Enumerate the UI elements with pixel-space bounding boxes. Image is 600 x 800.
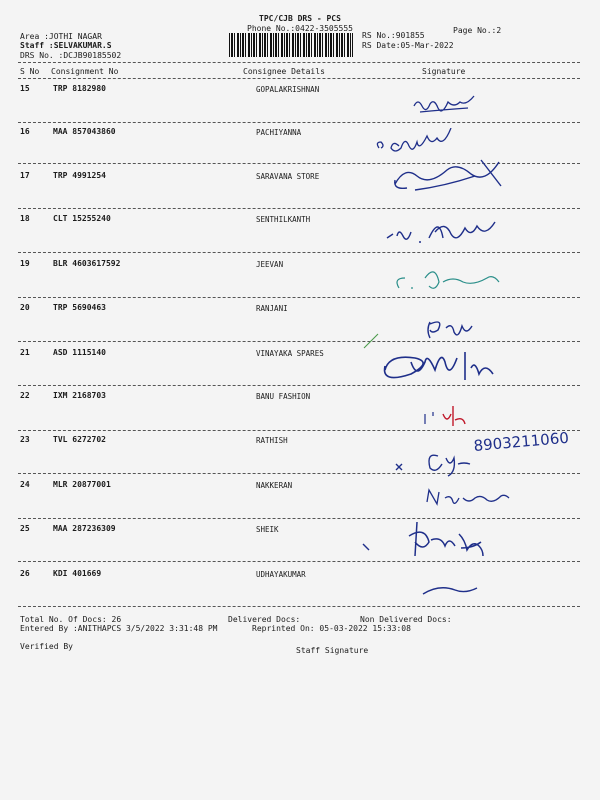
verified-by: Verified By bbox=[20, 642, 73, 651]
row-consignment-number: ASD 1115140 bbox=[53, 348, 106, 357]
row-serial-number: 24 bbox=[20, 480, 30, 489]
entered-by: Entered By :ANITHAPCS 3/5/2022 3:31:48 PM bbox=[20, 624, 218, 633]
row-consignment-number: KDI 401669 bbox=[53, 569, 102, 578]
column-header-consignee: Consignee Details bbox=[243, 67, 325, 76]
row-consignee-name: PACHIYANNA bbox=[256, 128, 302, 137]
row-consignment-number: TRP 5690463 bbox=[53, 303, 106, 312]
rs-date: RS Date:05-Mar-2022 bbox=[362, 41, 454, 50]
row-consignment-number: TRP 8182980 bbox=[53, 84, 106, 93]
area-label: Area :JOTHI NAGAR bbox=[20, 32, 102, 41]
handwritten-phone-number: 8903211060 bbox=[472, 428, 570, 455]
row-consignment-number: BLR 4603617592 bbox=[53, 259, 121, 268]
row-divider bbox=[18, 297, 580, 298]
row-divider bbox=[18, 518, 580, 519]
row-divider bbox=[18, 341, 580, 342]
row-serial-number: 26 bbox=[20, 569, 30, 578]
row-serial-number: 25 bbox=[20, 524, 30, 533]
document-title: TPC/CJB DRS - PCS bbox=[259, 14, 341, 23]
row-divider bbox=[18, 473, 580, 474]
row-consignment-number: TVL 6272702 bbox=[53, 435, 106, 444]
drs-number: DRS No. :DCJB90185502 bbox=[20, 51, 122, 60]
column-header-sno: S No bbox=[20, 67, 40, 76]
row-consignee-name: UDHAYAKUMAR bbox=[256, 570, 306, 579]
row-divider bbox=[18, 561, 580, 562]
row-divider bbox=[18, 163, 580, 164]
row-consignee-name: VINAYAKA SPARES bbox=[256, 349, 324, 358]
row-consignee-name: SARAVANA STORE bbox=[256, 172, 320, 181]
row-consignee-name: BANU FASHION bbox=[256, 392, 311, 401]
table-row bbox=[0, 127, 600, 171]
row-consignment-number: TRP 4991254 bbox=[53, 171, 106, 180]
row-divider bbox=[18, 430, 580, 431]
row-serial-number: 23 bbox=[20, 435, 30, 444]
row-divider bbox=[18, 385, 580, 386]
barcode-image bbox=[229, 33, 353, 57]
rs-number: RS No.:901855 bbox=[362, 31, 425, 40]
header-divider bbox=[18, 62, 580, 63]
row-serial-number: 20 bbox=[20, 303, 30, 312]
row-consignment-number: CLT 15255240 bbox=[53, 214, 111, 223]
row-serial-number: 21 bbox=[20, 348, 30, 357]
staff-signature: Staff Signature bbox=[296, 646, 369, 655]
non-delivered-docs: Non Delivered Docs: bbox=[360, 615, 452, 624]
row-consignment-number: MLR 20877001 bbox=[53, 480, 111, 489]
row-divider bbox=[18, 122, 580, 123]
row-consignee-name: SHEIK bbox=[256, 525, 279, 534]
row-divider bbox=[18, 252, 580, 253]
row-consignee-name: JEEVAN bbox=[256, 260, 284, 269]
column-header-divider bbox=[18, 78, 580, 79]
reprinted-on: Reprinted On: 05-03-2022 15:33:08 bbox=[252, 624, 411, 633]
table-row bbox=[0, 391, 600, 435]
row-divider bbox=[18, 208, 580, 209]
row-consignment-number: MAA 857043860 bbox=[53, 127, 116, 136]
row-consignee-name: GOPALAKRISHNAN bbox=[256, 85, 320, 94]
page-number: Page No.:2 bbox=[453, 26, 502, 35]
row-serial-number: 22 bbox=[20, 391, 30, 400]
row-serial-number: 19 bbox=[20, 259, 30, 268]
row-consignment-number: IXM 2168703 bbox=[53, 391, 106, 400]
column-header-signature: Signature bbox=[422, 67, 466, 76]
row-consignee-name: NAKKERAN bbox=[256, 481, 293, 490]
total-docs: Total No. Of Docs: 26 bbox=[20, 615, 122, 624]
column-header-consignment: Consignment No bbox=[51, 67, 119, 76]
row-divider bbox=[18, 606, 580, 607]
row-consignment-number: MAA 287236309 bbox=[53, 524, 116, 533]
row-serial-number: 17 bbox=[20, 171, 30, 180]
row-consignee-name: SENTHILKANTH bbox=[256, 215, 311, 224]
staff-label: Staff :SELVAKUMAR.S bbox=[20, 41, 112, 50]
phone-number: Phone No.:0422-3505555 bbox=[247, 24, 353, 33]
row-serial-number: 18 bbox=[20, 214, 30, 223]
row-consignee-name: RATHISH bbox=[256, 436, 288, 445]
row-consignee-name: RANJANI bbox=[256, 304, 288, 313]
delivered-docs: Delivered Docs: bbox=[228, 615, 301, 624]
row-serial-number: 16 bbox=[20, 127, 30, 136]
row-serial-number: 15 bbox=[20, 84, 30, 93]
